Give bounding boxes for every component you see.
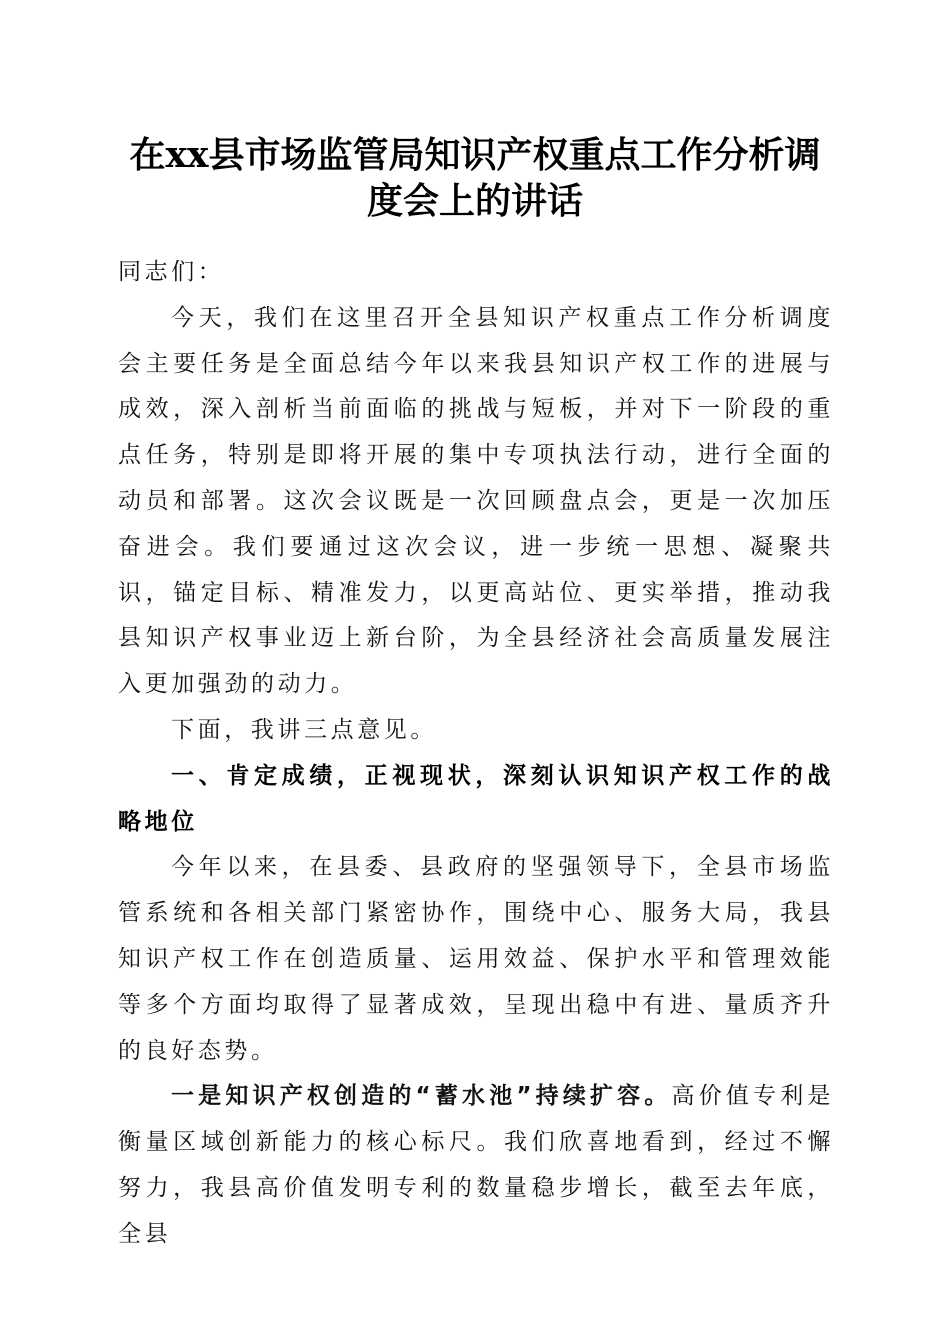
point-1-text: 高价值专利是衡量区域创新能力的核心标尺。我们欣喜地看到，经过不懈努力，我县高价值发明专利的数量稳步增长，截至去年底，全县 (118, 1083, 834, 1247)
paragraph-achievements: 今年以来，在县委、县政府的坚强领导下，全县市场监管系统和各相关部门紧密协作，围绕中心、服务大局，我县知识产权工作在创造质量、运用效益、保护水平和管理效能等多个方面均取得了显著成效，呈现出稳中有进、量质齐升的良好态势。 (118, 854, 834, 1064)
title-line-1: 在xx县市场监管局知识产权重点工作分析调 (129, 134, 821, 176)
section-heading-1: 一、肯定成绩，正视现状，深刻认识知识产权工作的战略地位 (118, 762, 834, 835)
document-body (118, 250, 834, 1258)
document-title (118, 132, 832, 224)
point-1-lead: 一是知识产权创造的“蓄水池”持续扩容。 (171, 1083, 672, 1110)
paragraph-outline: 下面，我讲三点意见。 (171, 716, 437, 743)
paragraph-intro: 今天，我们在这里召开全县知识产权重点工作分析调度会主要任务是全面总结今年以来我县知识产权工作的进展与成效，深入剖析当前面临的挑战与短板，并对下一阶段的重点任务，特别是即将开展的集中专项执法行动，进行全面的动员和部署。这次会议既是一次回顾盘点会，更是一次加压奋进会。我们要通过这次会议，进一步统一思想、凝聚共识，锚定目标、精准发力，以更高站位、更实举措，推动我县知识产权事业迈上新台阶，为全县经济社会高质量发展注入更加强劲的动力。 (118, 304, 834, 698)
paragraph-point-1 (118, 1074, 834, 1257)
title-line-2: 度会上的讲话 (366, 180, 583, 222)
salutation: 同志们： (118, 259, 225, 285)
